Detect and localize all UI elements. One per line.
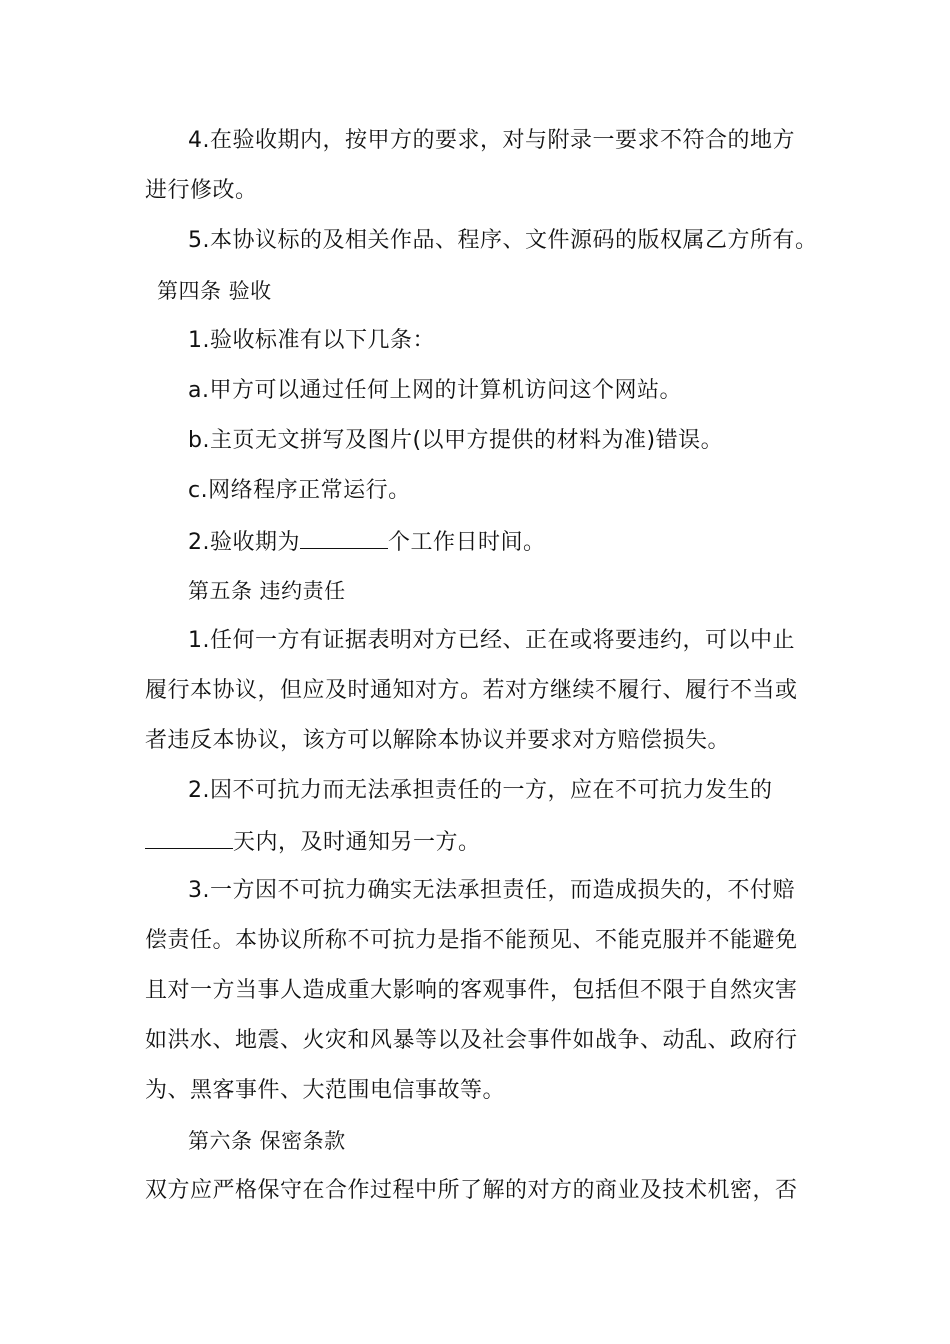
article6-body-line1: 双方应严格保守在合作过程中所了解的对方的商业及技术机密，否 xyxy=(145,1178,798,1203)
article5-item1-line2: 履行本协议，但应及时通知对方。若对方继续不履行、履行不当或 xyxy=(145,678,798,703)
article5-item3-line1: 3.一方因不可抗力确实无法承担责任，而造成损失的，不付赔 xyxy=(188,878,795,903)
article5-item3-line5: 为、黑客事件、大范围电信事故等。 xyxy=(145,1078,506,1103)
article6-heading: 第六条 保密条款 xyxy=(188,1129,346,1153)
article4-item-b: b.主页无文拼写及图片(以甲方提供的材料为准)错误。 xyxy=(188,428,724,453)
article4-item2-suffix: 个工作日时间。 xyxy=(388,530,546,555)
article4-heading: 第四条 验收 xyxy=(157,279,272,303)
fill-in-blank-days xyxy=(145,826,233,849)
article5-item3-line3: 且对一方当事人造成重大影响的客观事件，包括但不限于自然灾害 xyxy=(145,978,798,1003)
article4-item2 xyxy=(188,526,546,558)
article5-item3-line2: 偿责任。本协议所称不可抗力是指不能预见、不能克服并不能避免 xyxy=(145,928,798,953)
article5-item1-line3: 者违反本协议，该方可以解除本协议并要求对方赔偿损失。 xyxy=(145,728,731,753)
article5-heading: 第五条 违约责任 xyxy=(188,579,346,603)
article4-item1: 1.验收标准有以下几条： xyxy=(188,328,435,353)
article4-item2-prefix: 2.验收期为 xyxy=(188,530,300,555)
article5-item2-line2 xyxy=(145,826,481,858)
article4-item-c: c.网络程序正常运行。 xyxy=(188,478,411,503)
article3-item4-line2: 进行修改。 xyxy=(145,178,258,203)
article3-item4-line1: 4.在验收期内，按甲方的要求，对与附录一要求不符合的地方 xyxy=(188,128,795,153)
article5-item3-line4: 如洪水、地震、火灾和风暴等以及社会事件如战争、动乱、政府行 xyxy=(145,1028,798,1053)
article5-item1-line1: 1.任何一方有证据表明对方已经、正在或将要违约，可以中止 xyxy=(188,628,795,653)
article3-item5: 5.本协议标的及相关作品、程序、文件源码的版权属乙方所有。 xyxy=(188,228,818,253)
article5-item2-line2-text: 天内，及时通知另一方。 xyxy=(233,830,481,855)
article4-item-a: a.甲方可以通过任何上网的计算机访问这个网站。 xyxy=(188,378,682,403)
article5-item2-line1: 2.因不可抗力而无法承担责任的一方，应在不可抗力发生的 xyxy=(188,778,773,803)
fill-in-blank-days xyxy=(300,526,388,549)
